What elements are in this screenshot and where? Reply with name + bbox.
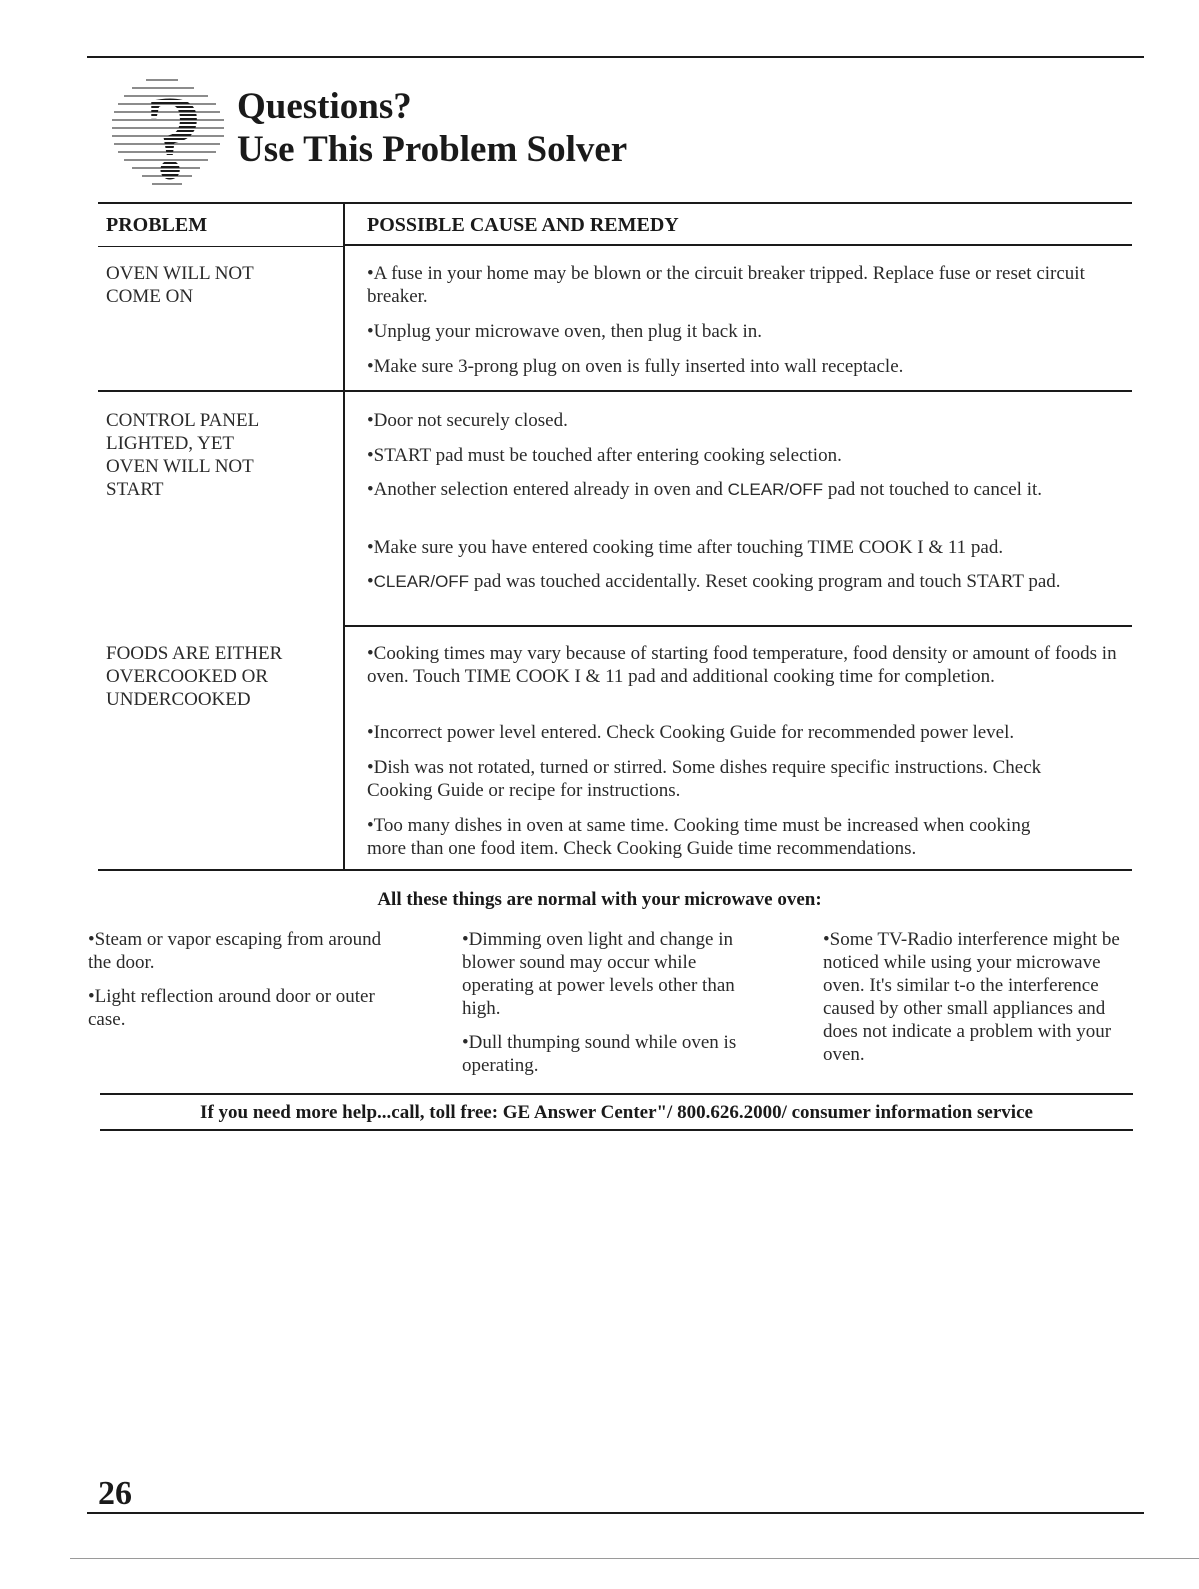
scan-edge-rule bbox=[70, 1558, 1199, 1559]
cause-item: •Unplug your microwave oven, then plug it back in. bbox=[367, 321, 763, 342]
row-divider-2 bbox=[344, 625, 1132, 627]
cause-item: •Make sure 3-prong plug on oven is fully inserted into wall receptacle. bbox=[367, 356, 904, 377]
header-rule-left bbox=[98, 246, 344, 247]
cause-item: •Another selection entered already in oven and CLEAR/OFF pad not touched to cancel it. bbox=[367, 479, 1043, 500]
table-column-divider bbox=[343, 202, 345, 870]
clear-off-pad-label: CLEAR/OFF bbox=[727, 480, 824, 499]
header-rule-right bbox=[344, 244, 1132, 246]
cause-item: •Door not securely closed. bbox=[367, 410, 568, 431]
cause-item: •Make sure you have entered cooking time after touching TIME COOK I & 11 pad. bbox=[367, 537, 1004, 558]
help-bottom-rule bbox=[100, 1129, 1133, 1131]
help-line: If you need more help...call, toll free: GE Answer Center"/ 800.626.2000/ consumer information service bbox=[200, 1102, 1033, 1123]
normal-things-heading: All these things are normal with your microwave oven: bbox=[377, 889, 822, 910]
cause-item: •CLEAR/OFF pad was touched accidentally. Reset cooking program and touch START pad. bbox=[367, 571, 1061, 592]
problem-control-panel-lighted bbox=[106, 409, 326, 501]
problem-text: FOODS ARE EITHER OVERCOOKED OR UNDERCOOKED bbox=[106, 643, 283, 710]
normal-column-2 bbox=[462, 928, 767, 1088]
column-header-cause: POSSIBLE CAUSE AND REMEDY bbox=[367, 214, 679, 236]
problem-oven-will-not-come-on bbox=[106, 262, 326, 308]
normal-column-3 bbox=[823, 928, 1128, 1077]
column-header-problem: PROBLEM bbox=[106, 214, 208, 236]
clear-off-pad-label: CLEAR/OFF bbox=[373, 572, 470, 591]
page-title-line2: Use This Problem Solver bbox=[237, 129, 628, 170]
cause-item: •Too many dishes in oven at same time. Cooking time must be increased when cooking more than one food item. Check Cooking Guide time recommendations. bbox=[367, 815, 1031, 859]
normal-item: •Steam or vapor escaping from around the door. bbox=[88, 929, 382, 973]
problem-text: OVEN WILL NOT COME ON bbox=[106, 263, 254, 307]
problem-text: CONTROL PANEL LIGHTED, YET OVEN WILL NOT START bbox=[106, 410, 260, 500]
page-number: 26 bbox=[98, 1475, 132, 1512]
problem-foods-over-under-cooked bbox=[106, 642, 326, 711]
table-top-rule bbox=[98, 202, 1132, 204]
normal-item: •Dull thumping sound while oven is operating. bbox=[462, 1032, 737, 1076]
normal-item: •Dimming oven light and change in blower sound may occur while operating at power levels other than high. bbox=[462, 929, 735, 1019]
top-rule bbox=[87, 56, 1144, 58]
cause-item: •A fuse in your home may be blown or the circuit breaker tripped. Replace fuse or reset circuit breaker. bbox=[367, 263, 1085, 307]
table-bottom-rule bbox=[98, 869, 1132, 871]
cause-item: •Incorrect power level entered. Check Cooking Guide for recommended power level. bbox=[367, 722, 1015, 743]
question-mark-icon bbox=[108, 74, 228, 192]
normal-item: •Some TV-Radio interference might be noticed while using your microwave oven. It's similar t-o the interference caused by other small appliances and does not indicate a problem with your oven. bbox=[823, 929, 1120, 1065]
cause-item: •Cooking times may vary because of starting food temperature, food density or amount of foods in oven. Touch TIME COOK I & 11 pad and additional cooking time for completion. bbox=[367, 643, 1117, 687]
help-top-rule bbox=[100, 1093, 1133, 1095]
cause-item: •START pad must be touched after entering cooking selection. bbox=[367, 445, 842, 466]
normal-column-1 bbox=[88, 928, 388, 1042]
cause-item: •Dish was not rotated, turned or stirred. Some dishes require specific instructions. Check Cooking Guide or recipe for instructions. bbox=[367, 757, 1042, 801]
normal-item: •Light reflection around door or outer case. bbox=[88, 986, 375, 1030]
footer-rule bbox=[87, 1512, 1144, 1514]
row-divider-1 bbox=[98, 390, 1132, 392]
page-title-line1: Questions? bbox=[237, 86, 412, 127]
